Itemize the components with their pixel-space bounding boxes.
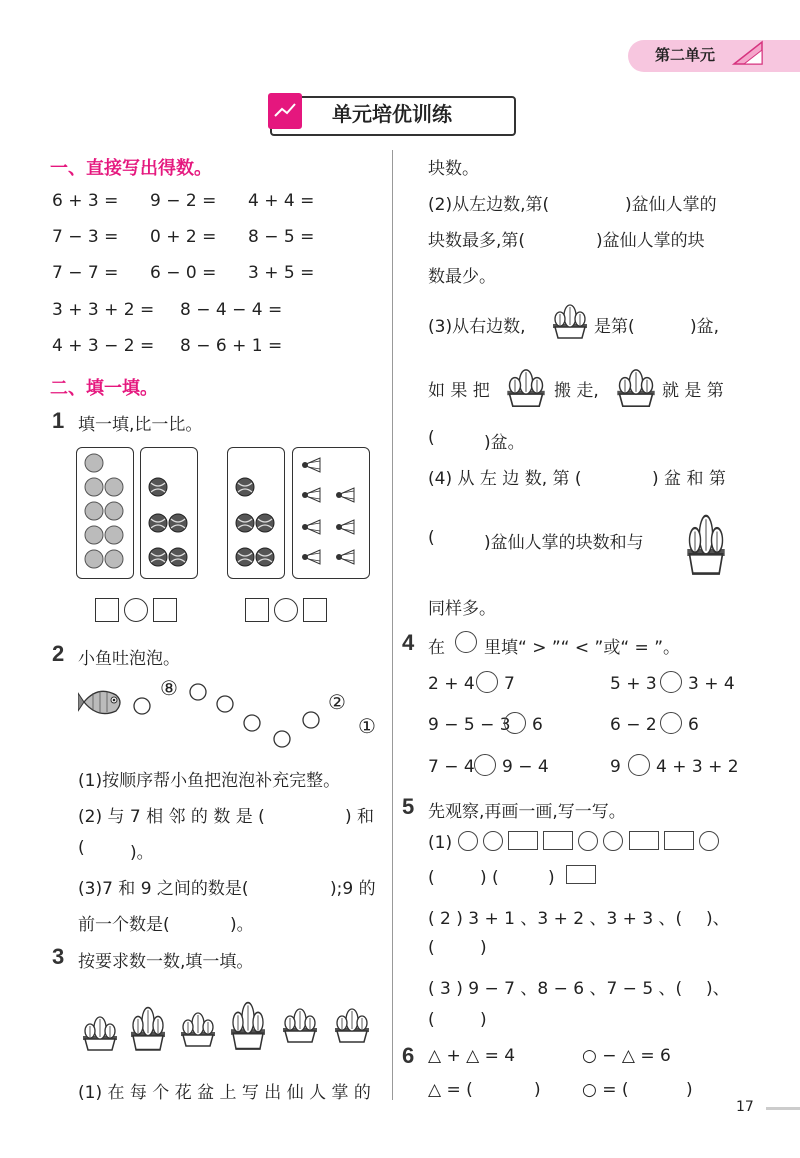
calc-item: 8 − 6 + 1 = (180, 336, 283, 356)
q3-part2a: (2)从左边数,第( (428, 195, 550, 215)
q6-line2a: △ = ( (428, 1080, 473, 1100)
calc-item: 9 − 2 = (150, 191, 217, 211)
question-number: 4 (402, 630, 415, 655)
rectangle-icon (566, 865, 596, 884)
q5-part3d: ) (480, 1010, 487, 1030)
question-text: 填一填,比一比。 (78, 415, 203, 435)
q4-expr: 4 + 3 + 2 (656, 757, 739, 777)
q3-part2b: )盆仙人掌的 (625, 195, 717, 215)
shape-pattern (458, 830, 719, 851)
compare-circle[interactable] (660, 671, 682, 693)
question-text: 先观察,再画一画,写一写。 (428, 802, 626, 822)
q3-part3b: 是第( (594, 317, 635, 337)
q3-part4c: ( (428, 528, 435, 548)
calc-item: 8 − 5 = (248, 227, 315, 247)
q3-part1: (1) 在 每 个 花 盆 上 写 出 仙 人 掌 的 (78, 1083, 371, 1103)
q5-part2a: ( 2 ) 3 + 1 、3 + 2 、3 + 3 、( (428, 909, 683, 929)
q5-part1b-m: ) ( (480, 868, 499, 888)
calc-item: 4 + 4 = (248, 191, 315, 211)
section-1-title: 一、直接写出得数。 (50, 158, 212, 179)
q3-part3c: )盆, (690, 317, 720, 337)
compare-circle[interactable] (504, 712, 526, 734)
q5-part2c: ( (428, 938, 435, 958)
question-number: 1 (52, 408, 65, 433)
calc-item: 3 + 5 = (248, 263, 315, 283)
q3-part4b: ) 盆 和 第 (652, 469, 726, 489)
q3-part2e: 数最少。 (428, 267, 496, 287)
calc-item: 3 + 3 + 2 = (52, 300, 155, 320)
q3-part4e: 同样多。 (428, 599, 496, 619)
fish-icon (78, 683, 128, 721)
calc-item: 8 − 4 − 4 = (180, 300, 283, 320)
q2-part2b: ) 和 (345, 807, 375, 827)
q6-line1b: ○ − △ = 6 (582, 1046, 671, 1066)
calc-item: 0 + 2 = (150, 227, 217, 247)
column-divider (392, 150, 393, 1100)
calc-item: 6 − 0 = (150, 263, 217, 283)
q3-part2d: )盆仙人掌的块 (596, 231, 705, 251)
calc-item: 4 + 3 − 2 = (52, 336, 155, 356)
q5-part1b-l: ( (428, 868, 435, 888)
q5-part1b-r: ) (548, 868, 555, 888)
q5-part3c: ( (428, 1010, 435, 1030)
q4-expr: 9 − 5 − 3 (428, 715, 511, 735)
page-number: 17 (736, 1099, 754, 1115)
compare-circle[interactable] (474, 754, 496, 776)
cactus-row (80, 990, 380, 1060)
q3-part4d: )盆仙人掌的块数和与 (484, 533, 644, 553)
unit-label: 第二单元 (655, 46, 716, 64)
q3-part3h: )盆。 (484, 433, 525, 453)
q2-part3d: )。 (230, 915, 254, 935)
q4-expr: 7 (504, 674, 515, 694)
q4-expr: 6 (688, 715, 699, 735)
q6-line2d: ) (686, 1080, 693, 1100)
q4-text-b: 里填“ > ”“ < ”或“ = ”。 (484, 638, 680, 658)
q4-expr: 6 − 2 (610, 715, 657, 735)
chart-up-icon (273, 100, 297, 120)
q4-expr: 6 (532, 715, 543, 735)
question-number: 6 (402, 1043, 415, 1068)
compare-circle[interactable] (628, 754, 650, 776)
q3-part3e: 搬 走, (554, 381, 599, 401)
cactus-icon (504, 360, 548, 408)
q3-part2c: 块数最多,第( (428, 231, 526, 251)
footer-line (766, 1107, 800, 1110)
question-text: 小鱼吐泡泡。 (78, 649, 180, 669)
q2-part3b: );9 的 (330, 879, 376, 899)
shuttlecocks (296, 451, 366, 575)
q5-part2d: ) (480, 938, 487, 958)
question-number: 2 (52, 641, 65, 666)
q5-part3b: )、 (706, 979, 730, 999)
compare-boxes-right[interactable] (245, 598, 327, 622)
q3-part3f: 就 是 第 (662, 381, 724, 401)
q5-part1: (1) (428, 833, 453, 853)
question-text: 按要求数一数,填一填。 (78, 952, 254, 972)
question-number: 3 (52, 944, 65, 969)
q3-part3a: (3)从右边数, (428, 317, 526, 337)
q2-part2a: (2) 与 7 相 邻 的 数 是 ( (78, 807, 265, 827)
page-title: 单元培优训练 (332, 102, 452, 126)
calc-item: 7 − 3 = (52, 227, 119, 247)
cactus-icon (550, 296, 590, 340)
cactus-icon (614, 360, 658, 408)
bubble-8: ⑧ (160, 676, 178, 700)
q4-expr: 5 + 3 (610, 674, 657, 694)
circle-icon (455, 631, 477, 653)
q4-text-a: 在 (428, 638, 445, 658)
grey-balls (80, 451, 128, 575)
calc-item: 6 + 3 = (52, 191, 119, 211)
q4-expr: 3 + 4 (688, 674, 735, 694)
triangle-ruler-icon (730, 38, 766, 68)
q3-part3d: 如 果 把 (428, 381, 490, 401)
q4-expr: 9 − 4 (502, 757, 549, 777)
q4-expr: 7 − 4 (428, 757, 475, 777)
compare-circle[interactable] (660, 712, 682, 734)
bubble-1: ① (358, 714, 376, 738)
q5-part2b: )、 (706, 909, 730, 929)
q2-part3a: (3)7 和 9 之间的数是( (78, 879, 249, 899)
q6-line2c: ○ = ( (582, 1080, 629, 1100)
q3-part1b: 块数。 (428, 159, 479, 179)
q2-part2d: )。 (130, 843, 154, 863)
compare-circle[interactable] (476, 671, 498, 693)
compare-boxes-left[interactable] (95, 598, 177, 622)
q3-part4a: (4) 从 左 边 数, 第 ( (428, 469, 582, 489)
section-2-title: 二、填一填。 (50, 378, 158, 399)
calc-item: 7 − 7 = (52, 263, 119, 283)
tennis-balls-2 (231, 451, 279, 575)
cactus-tall-icon (684, 500, 730, 580)
q3-part3g: ( (428, 428, 435, 448)
q2-part2c: ( (78, 838, 85, 858)
q2-part1: (1)按顺序帮小鱼把泡泡补充完整。 (78, 771, 341, 791)
q5-part3a: ( 3 ) 9 − 7 、8 − 6 、7 − 5 、( (428, 979, 683, 999)
question-number: 5 (402, 794, 415, 819)
tennis-balls (144, 451, 192, 575)
q2-part3c: 前一个数是( (78, 915, 170, 935)
q6-line2b: ) (534, 1080, 541, 1100)
q4-expr: 2 + 4 (428, 674, 475, 694)
q6-line1a: △ + △ = 4 (428, 1046, 516, 1066)
bubble-2: ② (328, 690, 346, 714)
q4-expr: 9 (610, 757, 621, 777)
